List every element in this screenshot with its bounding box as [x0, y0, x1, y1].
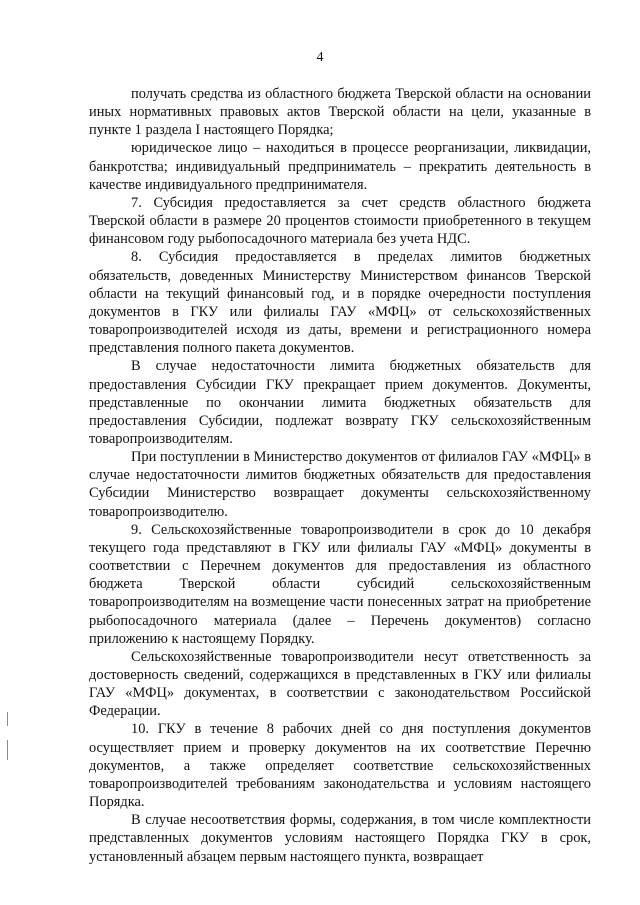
- paragraph-continuation: получать средства из областного бюджета Тверской области на основании иных нормативных правовых актов Тверской области на цели, указанные в пункте 1 раздела I настоящего Порядка;: [89, 86, 591, 139]
- scan-edge-mark: [7, 740, 8, 760]
- paragraph-legal-entity: юридическое лицо – находиться в процессе реорганизации, ликвидации, банкротства; индивидуальный предприниматель – прекратить деятельность в качестве индивидуального предпринимателя.: [89, 140, 591, 193]
- paragraph-8: 8. Субсидия предоставляется в пределах лимитов бюджетных обязательств, доведенных Министерству Министерством финансов Тверской области на текущий финансовый год, и в порядке очередности поступления документов в ГКУ или филиалы ГАУ «МФЦ» от сельскохозяйственных товаропроизводителей исходя из даты, времени и регистрационного номера представления полного пакета документов.: [89, 249, 591, 357]
- scan-edge-mark: [7, 712, 8, 726]
- paragraph-9: 9. Сельскохозяйственные товаропроизводители в срок до 10 декабря текущего года представляют в ГКУ или филиалы ГАУ «МФЦ» документы в соответствии с Перечнем документов для предоставления из областного бюджета Тверской области субсидий сельскохозяйственным товаропроизводителям на возмещение части понесенных затрат на приобретение рыбопосадочного материала (далее – Перечень документов) согласно приложению к настоящему Порядку.: [89, 521, 591, 647]
- paragraph-ministry-return: При поступлении в Министерство документов от филиалов ГАУ «МФЦ» в случае недостаточности лимитов бюджетных обязательств для предоставления Субсидии Министерство возвращает документы сельскохозяйственному товаропроизводителю.: [89, 449, 591, 520]
- paragraph-nonconformity: В случае несоответствия формы, содержания, в том числе комплектности представленных документов условиям настоящего Порядка ГКУ в срок, установленный абзацем первым настоящего пункта, возвращает: [89, 812, 591, 865]
- paragraph-10: 10. ГКУ в течение 8 рабочих дней со дня поступления документов осуществляет прием и проверку документов на их соответствие Перечню документов, а также определяет соответствие сельскохозяйственных товаропроизводителей требованиям законодательства и условиям настоящего Порядка.: [89, 721, 591, 811]
- document-body: [89, 85, 591, 866]
- paragraph-7: 7. Субсидия предоставляется за счет средств областного бюджета Тверской области в размере 20 процентов стоимости приобретенного в текущем финансовом году рыбопосадочного материала без учета НДС.: [89, 194, 591, 248]
- paragraph-responsibility: Сельскохозяйственные товаропроизводители несут ответственность за достоверность сведений, содержащихся в представленных в ГКУ или филиалы ГАУ «МФЦ» документах, в соответствии с законодательством Российской Федерации.: [89, 648, 591, 720]
- page-number: 4: [316, 50, 324, 65]
- paragraph-limit-insufficient: В случае недостаточности лимита бюджетных обязательств для предоставления Субсидии ГКУ прекращает прием документов. Документы, представленные по окончании лимита бюджетных обязательств для предоставления Субсидии, подлежат возврату ГКУ сельскохозяйственным товаропроизводителям.: [89, 358, 591, 447]
